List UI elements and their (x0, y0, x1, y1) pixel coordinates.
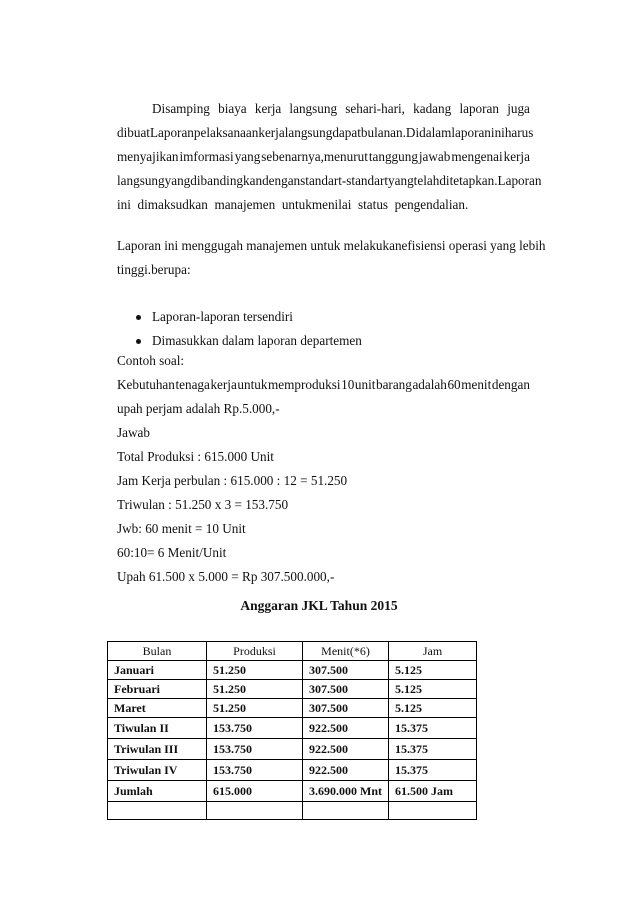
answer-line: Jam Kerja perbulan : 615.000 : 12 = 51.250 (117, 473, 348, 488)
table-cell: Triwulan III (108, 739, 207, 760)
bullet-item: Dimasukkan dalam laporan departemen (117, 329, 362, 353)
table-row (108, 699, 477, 718)
table-cell: Jumlah (108, 781, 207, 802)
table-cell: 5.125 (389, 699, 477, 718)
example-question-line-2: upah perjam adalah Rp.5.000,- (117, 401, 280, 416)
table-cell: 922.500 (303, 739, 389, 760)
table-cell: 153.750 (207, 718, 303, 739)
paragraph-2 (117, 234, 546, 282)
table-cell: 307.500 (303, 680, 389, 699)
answer-line: 60:10= 6 Menit/Unit (117, 545, 227, 560)
table-row (108, 680, 477, 699)
paragraph-2-line-1: Laporan ini menggugah manajemen untuk melakukanefisiensi operasi yang lebih (117, 238, 546, 253)
paragraph-1 (117, 97, 542, 217)
table-empty-row (108, 802, 477, 820)
table-cell: 307.500 (303, 661, 389, 680)
table-title: Anggaran JKL Tahun 2015 (240, 598, 398, 613)
column-header: Jam (389, 642, 477, 661)
bullet-dot-icon (136, 315, 141, 320)
column-header: Bulan (108, 642, 207, 661)
table-cell: 51.250 (207, 699, 303, 718)
paragraph-line: menyajikan imformasi yang sebenarnya,menurut tanggung jawab mengenai kerja (117, 149, 530, 164)
table-cell: 61.500 Jam (389, 781, 477, 802)
table-cell: 5.125 (389, 661, 477, 680)
paragraph-line: langsung yang dibandingkan denganstandart-standart yang telah ditetapkan.Laporan (117, 173, 542, 188)
table-cell (207, 802, 303, 820)
table-cell: 922.500 (303, 760, 389, 781)
answer-label: Jawab (117, 425, 150, 440)
table-cell: 3.690.000 Mnt (303, 781, 389, 802)
column-header: Produksi (207, 642, 303, 661)
table-cell: 15.375 (389, 718, 477, 739)
table-header-row (108, 642, 477, 661)
table-cell: Januari (108, 661, 207, 680)
table-cell (389, 802, 477, 820)
paragraph-2-line-2: tinggi.berupa: (117, 262, 191, 277)
table-row (108, 760, 477, 781)
bullet-item: Laporan-laporan tersendiri (117, 305, 362, 329)
table-cell: 15.375 (389, 760, 477, 781)
table-cell: 307.500 (303, 699, 389, 718)
paragraph-line-last: ini dimaksudkan manajemen untukmenilai status pengendalian. (117, 197, 469, 212)
example-heading: Contoh soal: (117, 353, 185, 368)
table-row (108, 718, 477, 739)
table-cell: 922.500 (303, 718, 389, 739)
table-total-row (108, 781, 477, 802)
table-cell: 5.125 (389, 680, 477, 699)
table-cell: 153.750 (207, 760, 303, 781)
table-cell (108, 802, 207, 820)
paragraph-line: Disamping biaya kerja langsung sehari-hari, kadang laporan juga (152, 101, 530, 116)
table-cell: Tiwulan II (108, 718, 207, 739)
paragraph-line: dibuatLaporan pelaksanaan kerja langsung dapatbulanan.Di dalam laporan ini harus (117, 125, 534, 140)
column-header: Menit(*6) (303, 642, 389, 661)
bullet-list (117, 305, 362, 353)
table-cell: Maret (108, 699, 207, 718)
answer-line: Upah 61.500 x 5.000 = Rp 307.500.000,- (117, 569, 335, 584)
table-cell (303, 802, 389, 820)
table-row (108, 661, 477, 680)
example-question-line-1: Kebutuhan tenaga kerja untuk memproduksi 10 unit barang adalah 60 menit dengan (117, 377, 530, 392)
table-cell: 51.250 (207, 661, 303, 680)
table-cell: 15.375 (389, 739, 477, 760)
table-cell: 51.250 (207, 680, 303, 699)
answer-line: Jwb: 60 menit = 10 Unit (117, 521, 246, 536)
bullet-dot-icon (136, 339, 141, 344)
answer-line: Triwulan : 51.250 x 3 = 153.750 (117, 497, 289, 512)
table-cell: 615.000 (207, 781, 303, 802)
table-row (108, 739, 477, 760)
table-cell: 153.750 (207, 739, 303, 760)
budget-table (107, 641, 477, 820)
table-cell: Februari (108, 680, 207, 699)
answer-line: Total Produksi : 615.000 Unit (117, 449, 274, 464)
example-section (117, 349, 530, 589)
table-cell: Triwulan IV (108, 760, 207, 781)
